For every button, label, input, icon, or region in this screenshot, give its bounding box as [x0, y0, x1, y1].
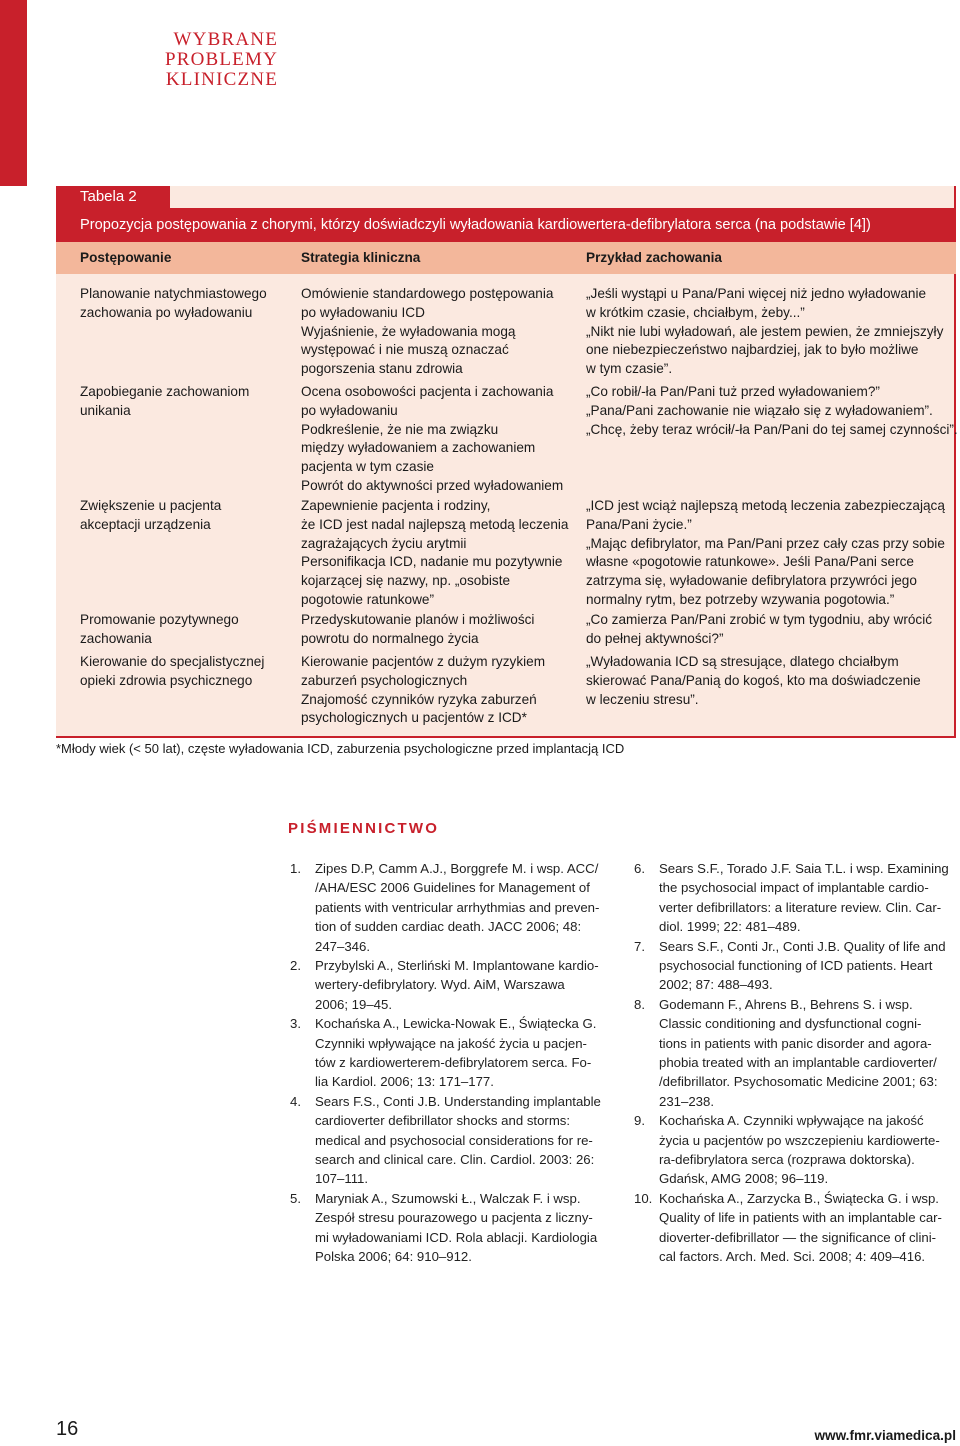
reference-line: patients with ventricular arrhythmias and preven-	[315, 899, 600, 915]
table-footnote: *Młody wiek (< 50 lat), częste wyładowania ICD, zaburzenia psychologiczne przed implantacją ICD	[56, 741, 625, 756]
table-cell-line: pogorszenia stanu zdrowia	[301, 361, 463, 377]
header-strategia: Strategia kliniczna	[301, 250, 421, 265]
table-cell-line: zachowania po wyładowaniu	[80, 304, 253, 320]
table-cell-line: powrotu do normalnego życia	[301, 630, 479, 646]
reference-line: /AHA/ESC 2006 Guidelines for Management of	[315, 880, 590, 896]
table-cell-line: po wyładowaniu	[301, 402, 398, 418]
header-postepowanie: Postępowanie	[80, 250, 172, 265]
references-heading: PIŚMIENNICTWO	[288, 820, 440, 837]
table-cell-line: „Pana/Pani zachowanie nie wiązało się z wyładowaniem”.	[586, 402, 933, 418]
reference-line: the psychosocial impact of implantable cardio-	[659, 880, 929, 896]
reference-line: tów z kardiowerterem-defibrylatorem serca. Fo-	[315, 1055, 592, 1070]
table-cell-line: „ICD jest wciąż najlepszą metodą leczenia zabezpieczającą	[586, 498, 945, 513]
table-cell-line: Zapobieganie zachowaniom	[80, 384, 250, 399]
reference-number: 10.	[634, 1190, 653, 1206]
reference-line: Polska 2006; 64: 910–912.	[315, 1249, 472, 1265]
reference-line: Przybylski A., Sterliński M. Implantowane kardio-	[315, 958, 599, 973]
table-cell-line: występować i nie muszą oznaczać	[301, 342, 509, 358]
section-title-line: WYBRANE	[173, 29, 278, 50]
reference-line: tions in patients with panic disorder and agora-	[659, 1035, 932, 1051]
site-url: www.fmr.viamedica.pl	[814, 1428, 956, 1443]
table-cell-col3	[586, 497, 945, 610]
reference-number: 1.	[290, 861, 301, 876]
reference-line: Maryniak A., Szumowski Ł., Walczak F. i wsp.	[315, 1190, 581, 1206]
table-cell-line: Podkreślenie, że nie ma związku	[301, 421, 499, 437]
table-cell-col1	[80, 497, 221, 535]
table-cell-col2	[301, 383, 563, 496]
reference-line: cardioverter defibrillator shocks and storms:	[315, 1113, 571, 1129]
reference-line: medical and psychosocial considerations for re-	[315, 1132, 593, 1148]
table-cell-line: w tym czasie”.	[586, 361, 673, 377]
table-cell-col2	[301, 611, 534, 649]
table-header-row	[56, 242, 956, 274]
table-cell-col1	[80, 285, 267, 323]
reference-line: cal factors. Arch. Med. Sci. 2008; 4: 409–416.	[659, 1249, 926, 1265]
table-cell-line: Wyjaśnienie, że wyładowania mogą	[301, 323, 516, 339]
reference-line: Kochańska A., Zarzycka B., Świątecka G. i wsp.	[659, 1190, 939, 1206]
table-cell-line: zatrzyma się, wyładowanie defibrylatora przywróci jego	[586, 573, 917, 589]
table-cell-line: po wyładowaniu ICD	[301, 304, 425, 320]
reference-line: dioverter-defibrillator — the significance of clini-	[659, 1229, 937, 1245]
reference-line: Kochańska A., Lewicka-Nowak E., Świątecka G.	[315, 1016, 597, 1032]
table-cell-line: Planowanie natychmiastowego	[80, 286, 267, 301]
table-cell-col3	[586, 383, 958, 439]
reference-line: Sears S.F., Torado J.F. Saia T.L. i wsp. Examining	[659, 861, 949, 876]
table-cell-line: „Mając defibrylator, ma Pan/Pani przez cały czas przy sobie	[586, 535, 945, 551]
reference-line: 107–111.	[315, 1171, 369, 1187]
reference-item	[290, 956, 599, 1014]
section-title-line: KLINICZNE	[165, 69, 278, 90]
table-cell-line: „Co robił/-ła Pan/Pani tuż przed wyładowaniem?”	[586, 384, 880, 399]
table-label: Tabela 2	[56, 186, 170, 208]
reference-number: 5.	[290, 1190, 301, 1206]
table-cell-line: unikania	[80, 402, 131, 418]
table-cell-col2	[301, 285, 553, 379]
table-cell-line: „Wyładowania ICD są stresujące, dlatego chciałbym	[586, 654, 899, 669]
section-title-line: PROBLEMY	[164, 49, 278, 70]
table-cell-line: Powrót do aktywności przed wyładowaniem	[301, 477, 564, 493]
table-cell-line: w krótkim czasie, chciałbym, żeby...”	[586, 304, 805, 320]
reference-number: 6.	[634, 861, 645, 876]
reference-number: 8.	[634, 996, 645, 1012]
table-cell-line: „Co zamierza Pan/Pani zrobić w tym tygodniu, aby wrócić	[586, 612, 933, 627]
reference-line: Quality of life in patients with an implantable car-	[659, 1210, 942, 1226]
table-cell-line: Omówienie standardowego postępowania	[301, 286, 554, 301]
reference-item	[290, 1092, 601, 1189]
table-cell-line: Zapewnienie pacjenta i rodziny,	[301, 498, 491, 513]
table-cell-line: w leczeniu stresu”.	[586, 691, 699, 707]
table-cell-col3	[586, 653, 921, 709]
reference-line: /defibrillator. Psychosomatic Medicine 2001; 63:	[659, 1074, 938, 1090]
table-cell-line: między wyładowaniem a zachowaniem	[301, 440, 536, 456]
table-cell-col1	[80, 653, 264, 691]
reference-number: 9.	[634, 1113, 645, 1129]
table-cell-line: Przedyskutowanie planów i możliwości	[301, 612, 535, 627]
table-cell-line: „Jeśli wystąpi u Pana/Pani więcej niż jedno wyładowanie	[586, 286, 927, 301]
reference-line: 2002; 87: 488–493.	[659, 977, 773, 993]
table-cell-line: psychologicznych u pacjentów z ICD*	[301, 710, 527, 726]
reference-item	[634, 937, 946, 995]
reference-item	[634, 1111, 940, 1189]
table-cell-line: zagrażających życiu arytmii	[301, 535, 467, 551]
table-cell-line: Ocena osobowości pacjenta i zachowania	[301, 384, 554, 399]
table-cell-line: skierować Pana/Panią do kogoś, kto ma doświadczenie	[586, 672, 921, 688]
table-cell-line: Znajomość czynników ryzyka zaburzeń	[301, 691, 537, 707]
reference-line: Zipes D.P, Camm A.J., Borggrefe M. i wsp. ACC/	[315, 861, 599, 876]
reference-number: 3.	[290, 1016, 301, 1032]
section-color-bar	[0, 0, 27, 186]
table-cell-line: pacjenta w tym czasie	[301, 459, 434, 475]
table-cell-line: Kierowanie do specjalistycznej	[80, 654, 265, 669]
table-cell-line: własne «pogotowie ratunkowe». Jeśli Pana/Pani serce	[586, 554, 914, 570]
reference-item	[290, 1189, 597, 1267]
table-cell-line: Kierowanie pacjentów z dużym ryzykiem	[301, 654, 546, 669]
reference-line: wertery-defibrylatory. Wyd. AiM, Warszawa	[315, 977, 565, 993]
reference-line: search and clinical care. Clin. Cardiol. 2003: 26:	[315, 1152, 595, 1168]
reference-line: tion of sudden cardiac death. JACC 2006; 48:	[315, 919, 582, 935]
reference-line: ra-defibrylatora serca (rozprawa doktorska).	[659, 1152, 915, 1167]
reference-line: Sears F.S., Conti J.B. Understanding implantable	[315, 1093, 601, 1109]
table-cell-line: akceptacji urządzenia	[80, 516, 211, 532]
page-number: 16	[56, 1418, 79, 1440]
reference-line: 247–346.	[315, 938, 371, 954]
table-caption: Propozycja postępowania z chorymi, którzy doświadczyli wyładowania kardiowertera-defibrylatora serca (na podstawie [4])	[56, 208, 956, 242]
table-cell-col2	[301, 497, 569, 610]
header-przyklad: Przykład zachowania	[586, 250, 722, 265]
reference-item	[634, 995, 938, 1111]
table-cell-line: Zwiększenie u pacjenta	[80, 498, 222, 513]
table-cell-line: że ICD jest nadal najlepszą metodą leczenia	[301, 516, 569, 532]
table-cell-line: zachowania	[80, 630, 152, 646]
reference-number: 4.	[290, 1093, 301, 1109]
reference-line: Gdańsk, AMG 2008; 96–119.	[659, 1171, 829, 1187]
reference-line: diol. 1999; 22: 481–489.	[659, 919, 801, 935]
reference-item	[290, 859, 599, 956]
table-cell-col3	[586, 611, 932, 649]
table-cell-line: zaburzeń psychologicznych	[301, 672, 468, 688]
reference-line: Classic conditioning and dysfunctional cogni-	[659, 1016, 922, 1032]
table-cell-col1	[80, 611, 239, 649]
table-cell-line: „Chcę, żeby teraz wrócił/-ła Pan/Pani do tej samej czynności”.	[586, 421, 958, 437]
table-cell-line: pogotowie ratunkowe”	[301, 591, 434, 607]
reference-line: mi wyładowaniami ICD. Rola ablacji. Kardiologia	[315, 1229, 598, 1245]
table-cell-line: opieki zdrowia psychicznego	[80, 672, 253, 688]
table-cell-col2	[301, 653, 545, 728]
reference-line: Czynniki wpływające na jakość życia u pacjen-	[315, 1035, 587, 1051]
table-cell-line: one niebezpieczeństwo najbardziej, jak to było możliwe	[586, 342, 919, 358]
table-cell-line: Promowanie pozytywnego	[80, 612, 239, 627]
table-cell-line: Pana/Pani życie.”	[586, 516, 692, 532]
reference-item	[634, 859, 949, 937]
table-cell-line: „Nikt nie lubi wyładowań, ale jestem pewien, że zmniejszyły	[586, 323, 944, 339]
reference-line: Godemann F., Ahrens B., Behrens S. i wsp.	[659, 996, 913, 1012]
reference-line: 2006; 19–45.	[315, 996, 393, 1012]
reference-line: Zespół stresu pourazowego u pacjenta z liczny-	[315, 1210, 593, 1226]
reference-line: verter defibrillators: a literature review. Clin. Car-	[659, 899, 942, 915]
reference-line: phobia treated with an implantable cardioverter/	[659, 1055, 937, 1071]
reference-number: 7.	[634, 938, 645, 954]
table-cell-line: kojarzącej się nazwy, np. „osobiste	[301, 573, 511, 589]
reference-line: lia Kardiol. 2006; 13: 171–177.	[315, 1074, 494, 1090]
reference-line: Sears S.F., Conti Jr., Conti J.B. Quality of life and	[659, 938, 946, 954]
reference-line: 231–238.	[659, 1093, 715, 1109]
table-cell-col1	[80, 383, 249, 421]
reference-line: Kochańska A. Czynniki wpływające na jakość	[659, 1113, 924, 1129]
section-title	[150, 30, 278, 90]
reference-line: życia u pacjentów po wszczepieniu kardiowerte-	[659, 1132, 940, 1148]
reference-item	[290, 1014, 596, 1092]
table-cell-line: Personifikacja ICD, nadanie mu pozytywnie	[301, 554, 563, 570]
reference-item	[634, 1189, 942, 1267]
reference-number: 2.	[290, 958, 301, 973]
table-cell-col3	[586, 285, 943, 379]
table-cell-line: do pełnej aktywności?”	[586, 630, 724, 646]
reference-line: psychosocial functioning of ICD patients. Heart	[659, 958, 933, 973]
table-cell-line: normalny rytm, bez potrzeby wzywania pogotowia.”	[586, 591, 895, 607]
